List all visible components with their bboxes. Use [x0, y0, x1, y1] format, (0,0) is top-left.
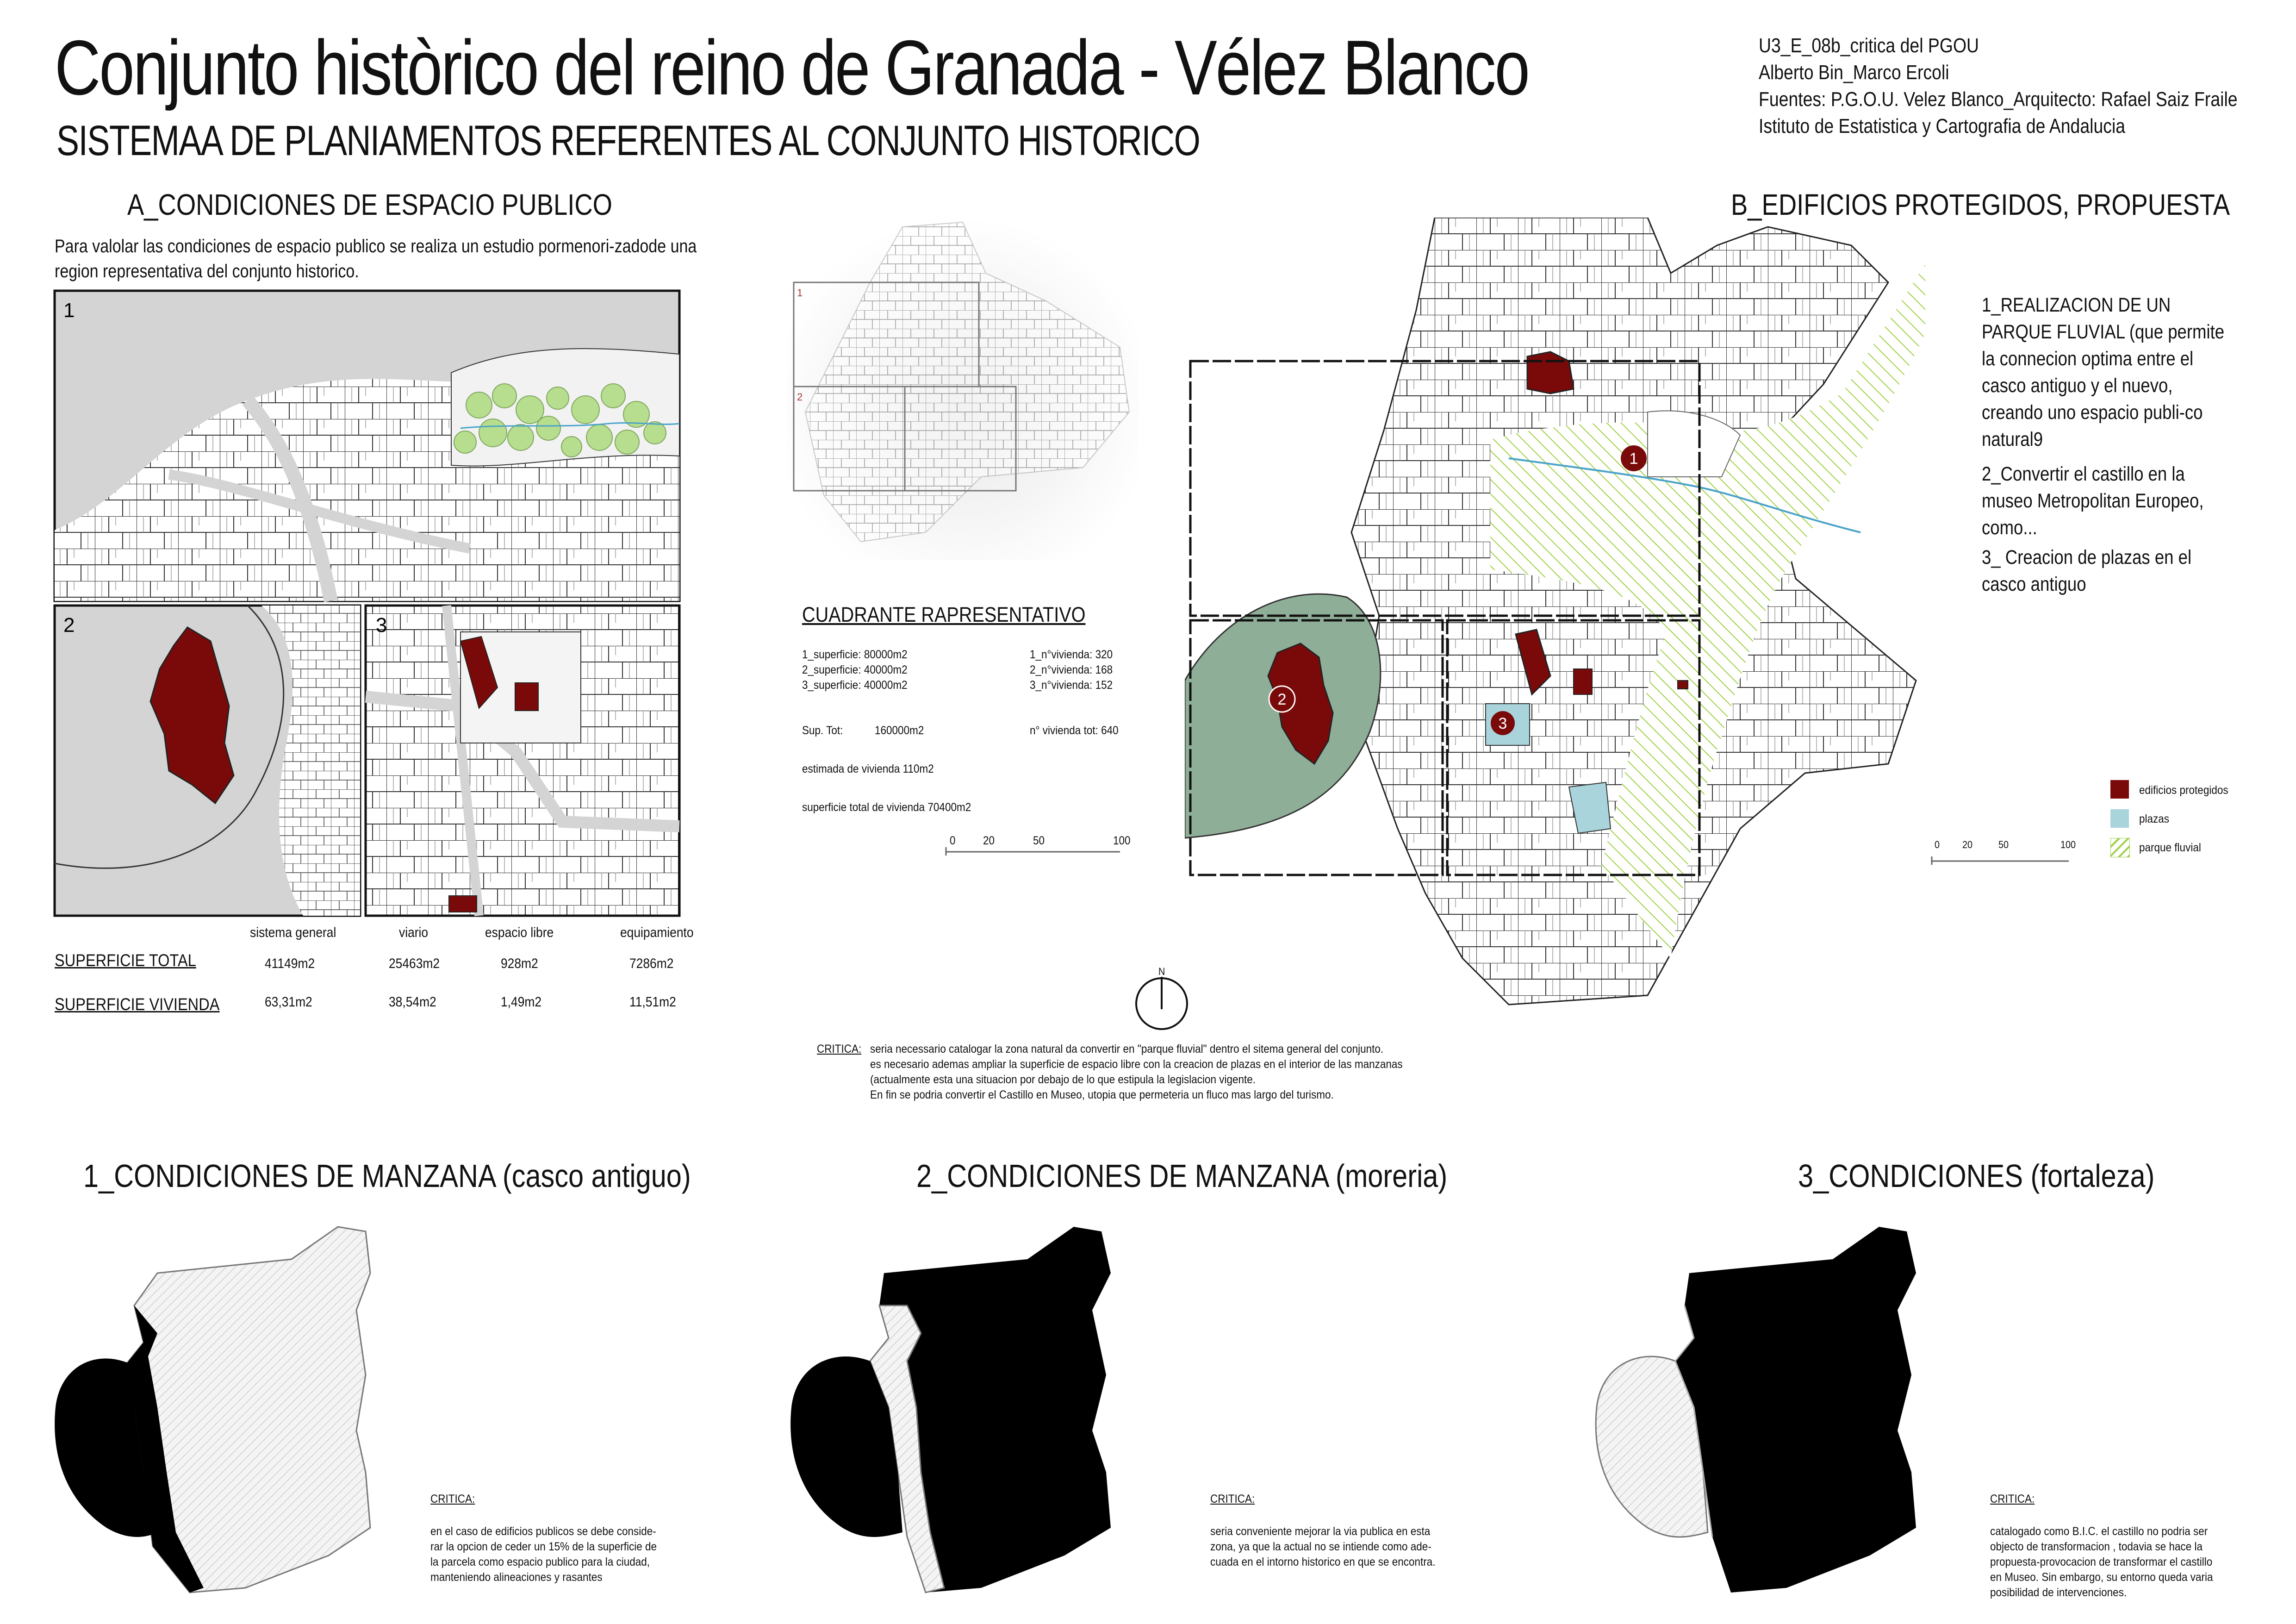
scale-tick: 50 [1998, 839, 2009, 850]
credit-line: U3_E_08b_critica del PGOU [1759, 34, 1979, 57]
credit-line: Alberto Bin_Marco Ercoli [1759, 61, 1949, 84]
bottom-heading-2: 2_CONDICIONES DE MANZANA (moreria) [916, 1158, 1448, 1194]
estimada: estimada de vivienda 110m2 [802, 762, 934, 775]
cuadrante-line: 3_superficie: 40000m2 [802, 679, 908, 692]
col-header: equipamiento [620, 925, 694, 940]
proposal-2: 2_Convertir el castillo en la museo Metropolitan Europeo, como... [1982, 463, 2204, 539]
row-label: SUPERFICIE VIVIENDA [55, 995, 220, 1014]
cuadrante-line: 2_n°vivienda: 168 [1030, 663, 1113, 676]
legend-label: plazas [2139, 812, 2170, 825]
proposal-3: 3_ Creacion de plazas en el casco antiguo [1982, 546, 2192, 595]
cell-value: 25463m2 [389, 956, 440, 971]
critica-line: es necesario ademas ampliar la superficie de espacio libre con la creacion de plazas en el interior de las manzanas [870, 1058, 1403, 1071]
cell-value: 63,31m2 [265, 994, 312, 1010]
scale-tick: 100 [2060, 839, 2076, 850]
scale-tick: 0 [950, 834, 956, 847]
critica-line: manteniendo alineaciones y rasantes [430, 1571, 603, 1584]
map-panel-3 [366, 606, 679, 916]
scale-tick: 100 [1113, 834, 1131, 847]
credits-block [1759, 32, 2238, 140]
scale-tick: 50 [1033, 834, 1045, 847]
bottom-heading-1: 1_CONDICIONES DE MANZANA (casco antiguo) [83, 1158, 691, 1194]
critica-text-1 [430, 1524, 657, 1585]
cell-value: 928m2 [501, 956, 538, 971]
panel-label: 2 [63, 614, 75, 637]
section-a-maps [53, 289, 683, 919]
map-panel-2 [55, 606, 360, 916]
legend-label: edificios protegidos [2139, 784, 2228, 797]
legend-swatch-plazas [2110, 809, 2129, 828]
marker-2: 2 [1277, 691, 1287, 708]
cell-value: 11,51m2 [629, 994, 676, 1010]
sup-tot-value: 160000m2 [875, 724, 924, 737]
map-panel-1 [55, 291, 679, 601]
critica-line: objecto de transformacion , todavia se hace la [1990, 1540, 2203, 1553]
page-subtitle: SISTEMAA DE PLANIAMENTOS REFERENTES AL CONJUNTO HISTORICO [56, 117, 1200, 164]
section-a-intro: Para valolar las condiciones de espacio publico se realiza un estudio pormenori-zadode una region representativa del conjunto historico. [55, 236, 697, 281]
cuadrante-line: 2_superficie: 40000m2 [802, 663, 908, 676]
manzana-diagram-1 [51, 1213, 375, 1602]
sup-viv: superficie total de vivienda 70400m2 [802, 801, 971, 814]
manzana-diagram-3 [1592, 1213, 1944, 1602]
critica-line: zona, ya que la actual no se intiende como ade- [1210, 1540, 1431, 1553]
proposal-1: 1_REALIZACION DE UN PARQUE FLUVIAL (que permite la connecion optima entre el casco antiguo y el nuevo, creando uno espacio publi-co natural9 [1982, 294, 2225, 450]
critica-text-2 [1210, 1524, 1436, 1570]
panel-label: 1 [63, 299, 75, 322]
col-header: viario [399, 925, 429, 940]
critica-line: en el caso de edificios publicos se debe conside- [430, 1525, 656, 1538]
cuadrante-line: 1_superficie: 80000m2 [802, 648, 908, 661]
manzana-diagram-2 [787, 1213, 1139, 1602]
viv-tot: n° vivienda tot: 640 [1030, 724, 1119, 737]
row-label: SUPERFICIE TOTAL [55, 951, 196, 970]
scale-tick: 20 [983, 834, 995, 847]
grid-label: 2 [797, 391, 803, 403]
critica-line: la parcela como espacio publico para la ciudad, [430, 1555, 650, 1568]
critica-line: posibilidad de intervenciones. [1990, 1586, 2127, 1599]
critica-text-3 [1990, 1524, 2213, 1600]
cell-value: 7286m2 [629, 956, 674, 971]
scale-tick: 0 [1935, 839, 1940, 850]
col-header: espacio libre [485, 925, 554, 940]
cell-value: 38,54m2 [389, 994, 436, 1010]
critica-text [870, 1042, 1441, 1103]
legend-label: parque fluvial [2139, 841, 2201, 854]
cell-value: 1,49m2 [501, 994, 542, 1010]
overview-map [787, 218, 1139, 560]
scale-tick: 20 [1962, 839, 1973, 850]
cuadrante-left-column [802, 647, 908, 693]
cuadrante-heading: CUADRANTE RAPRESENTATIVO [802, 603, 1086, 626]
critica-line: cuada en el intorno historico en que se encontra. [1210, 1555, 1436, 1568]
grid-label: 1 [797, 287, 803, 299]
marker-1: 1 [1629, 450, 1638, 468]
legend-swatch-protected [2110, 780, 2129, 799]
critica-line: seria conveniente mejorar la via publica en esta [1210, 1525, 1431, 1538]
panel-label: 3 [376, 614, 387, 637]
sup-tot-label: Sup. Tot: [802, 724, 843, 737]
section-b-heading: B_EDIFICIOS PROTEGIDOS, PROPUESTA [1731, 188, 2230, 221]
critica-label: CRITICA: [817, 1043, 862, 1056]
marker-3: 3 [1498, 715, 1507, 732]
legend-swatch-parque [2110, 838, 2130, 857]
critica-line: (actualmente esta una situacion por debajo de lo que estipula la legislacion vigente. [870, 1073, 1256, 1086]
section-a-heading: A_CONDICIONES DE ESPACIO PUBLICO [127, 188, 612, 221]
north-label: N [1158, 966, 1165, 977]
proposal-map [1185, 218, 1935, 1042]
critica-line: seria necessario catalogar la zona natural da convertir en "parque fluvial" dentro el sitema general del conjunto. [870, 1043, 1384, 1056]
critica-label: CRITICA: [1210, 1493, 1255, 1505]
critica-label: CRITICA: [430, 1493, 475, 1505]
cuadrante-line: 1_n°vivienda: 320 [1030, 648, 1113, 661]
critica-line: propuesta-provocacion de transformar el castillo [1990, 1555, 2213, 1568]
cuadrante-right-column [1030, 647, 1113, 693]
bottom-heading-3: 3_CONDICIONES (fortaleza) [1798, 1158, 2155, 1194]
credit-line: Fuentes: P.G.O.U. Velez Blanco_Arquitecto: Rafael Saiz Fraile [1759, 88, 2238, 111]
critica-label: CRITICA: [1990, 1493, 2035, 1505]
critica-line: En fin se podria convertir el Castillo en Museo, utopia que permeteria un fluco mas largo del turismo. [870, 1088, 1334, 1101]
cell-value: 41149m2 [265, 956, 315, 971]
page-title: Conjunto històrico del reino de Granada - Vélez Blanco [55, 24, 1529, 111]
critica-line: rar la opcion de ceder un 15% de la superficie de [430, 1540, 657, 1553]
col-header: sistema general [250, 925, 336, 940]
credit-line: Istituto de Estatistica y Cartografia de Andalucia [1759, 115, 2126, 137]
critica-line: en Museo. Sin embargo, su entorno queda varia [1990, 1571, 2213, 1584]
cuadrante-line: 3_n°vivienda: 152 [1030, 679, 1113, 692]
critica-line: catalogado como B.I.C. el castillo no podria ser [1990, 1525, 2208, 1538]
